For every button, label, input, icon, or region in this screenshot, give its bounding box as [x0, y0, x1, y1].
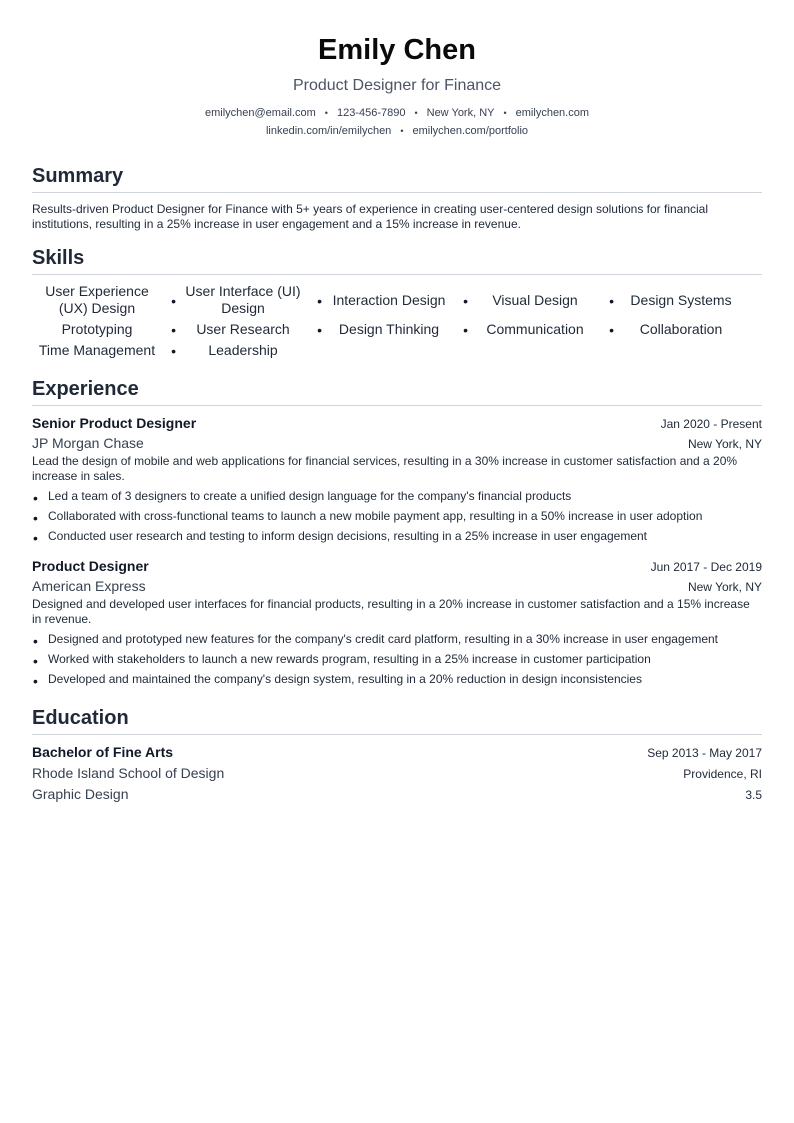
candidate-title: Product Designer for Finance [292, 77, 502, 94]
location-text: New York, NY [426, 107, 495, 119]
candidate-name: Emily Chen [318, 34, 476, 66]
summary-heading: Summary [32, 164, 762, 193]
job-description: Lead the design of mobile and web applications for financial services, resulting in a 30% increase in customer satisfaction and a 20% increase in sales. [32, 454, 738, 483]
job-role: Senior Product Designer [32, 415, 197, 431]
job-entry [32, 557, 762, 687]
portfolio-link[interactable]: emilychen.com/portfolio [412, 125, 529, 137]
separator-dot: • [324, 108, 328, 118]
list-item: • Developed and maintained the company's design system, resulting in a 20% reduction in design inconsistencies [32, 672, 762, 687]
skill-item: Collaboration [639, 320, 723, 337]
education-entry [32, 743, 762, 804]
skills-grid [32, 283, 762, 359]
job-dates: Jan 2020 - Present [660, 417, 762, 431]
skill-item: Prototyping • [32, 317, 162, 341]
education-heading: Education [32, 706, 762, 735]
job-dates: Jun 2017 - Dec 2019 [650, 560, 762, 574]
website-link[interactable]: emilychen.com [515, 107, 590, 119]
skill-item: Leadership [208, 341, 278, 358]
list-item: • Conducted user research and testing to inform design decisions, resulting in a 25% increase in user engagement [32, 529, 762, 544]
education-dates: Sep 2013 - May 2017 [647, 746, 762, 760]
school-name: Rhode Island School of Design [32, 765, 225, 781]
degree-name: Bachelor of Fine Arts [32, 744, 174, 760]
list-item: • Collaborated with cross-functional teams to launch a new mobile payment app, resulting in a 50% increase in user adoption [32, 509, 762, 524]
skill-item: Communication • [470, 317, 600, 341]
job-bullets [32, 632, 762, 687]
skill-item: Design Thinking • [324, 317, 454, 341]
resume-page [32, 0, 762, 804]
phone-text: 123-456-7890 [336, 107, 406, 119]
job-description: Designed and developed user interfaces for financial products, resulting in a 20% increase in customer satisfaction and a 15% increase in revenue. [32, 597, 750, 626]
skill-item: Design Systems [630, 291, 732, 308]
list-item: • Worked with stakeholders to launch a new rewards program, resulting in a 25% increase in customer participation [32, 652, 762, 667]
skill-item: User Interface (UI) Design • [178, 283, 308, 317]
separator-dot: • [414, 108, 418, 118]
job-entry [32, 414, 762, 544]
skills-heading: Skills [32, 246, 762, 275]
job-company: JP Morgan Chase [32, 435, 144, 451]
list-item: • Led a team of 3 designers to create a unified design language for the company's financial products [32, 489, 762, 504]
separator-dot: • [400, 126, 404, 136]
contact-line-1 [32, 104, 762, 122]
skill-item: Interaction Design • [324, 283, 454, 317]
separator-dot: • [503, 108, 507, 118]
contact-line-2 [32, 122, 762, 140]
school-location: Providence, RI [683, 767, 762, 781]
job-role: Product Designer [32, 558, 149, 574]
linkedin-link[interactable]: linkedin.com/in/emilychen [265, 125, 392, 137]
job-company: American Express [32, 578, 146, 594]
job-location: New York, NY [687, 580, 762, 594]
summary-text: Results-driven Product Designer for Finance with 5+ years of experience in creating user-centered design solutions for financial institutions, resulting in a 25% increase in user engagement and a 15% increase in revenue. [32, 202, 709, 231]
skill-item: Visual Design • [470, 283, 600, 317]
experience-heading: Experience [32, 377, 762, 406]
skill-item: User Research • [178, 317, 308, 341]
skill-item: Time Management • [32, 341, 162, 359]
job-location: New York, NY [687, 437, 762, 451]
skill-item: User Experience (UX) Design • [32, 283, 162, 317]
job-bullets [32, 489, 762, 544]
email-link[interactable]: emilychen@email.com [204, 107, 316, 119]
list-item: • Designed and prototyped new features for the company's credit card platform, resulting in a 30% increase in user engagement [32, 632, 762, 647]
field-of-study: Graphic Design [32, 786, 129, 802]
gpa-value: 3.5 [745, 788, 762, 802]
